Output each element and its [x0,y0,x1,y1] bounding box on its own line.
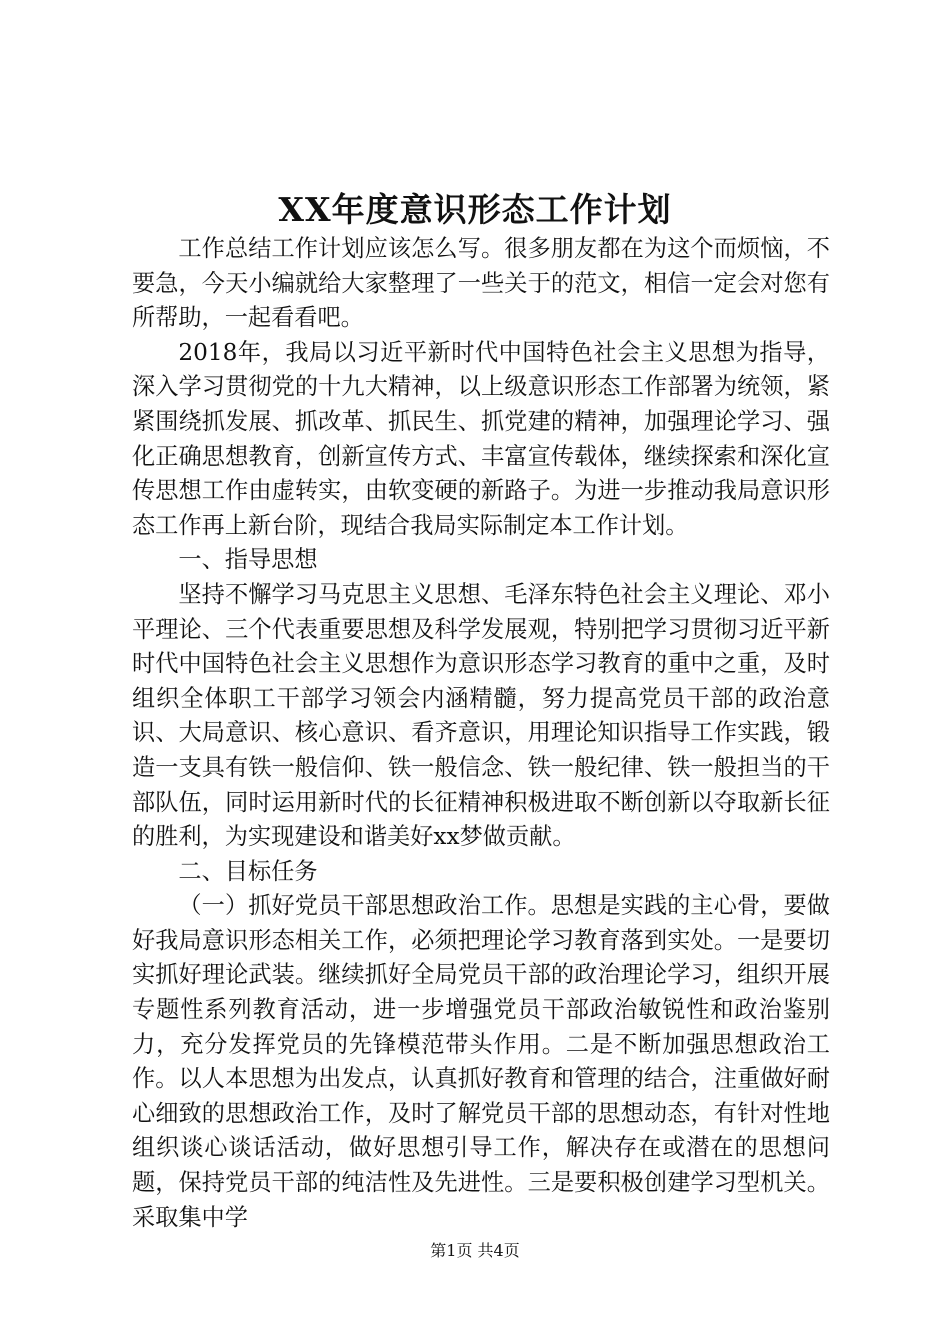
paragraph-overview: 2018年，我局以习近平新时代中国特色社会主义思想为指导，深入学习贯彻党的十九大精神，以上级意识形态工作部署为统领，紧紧围绕抓发展、抓改革、抓民生、抓党建的精神，加强理论学习、强化正确思想教育，创新宣传方式、丰富宣传载体，继续探索和深化宣传思想工作由虚转实，由软变硬的新路子。为进一步推动我局意识形态工作再上新台阶，现结合我局实际制定本工作计划。 [132,338,830,539]
document-title: XX年度意识形态工作计划 [278,190,672,229]
paragraph-objectives-1: （一）抓好党员干部思想政治工作。思想是实践的主心骨，要做好我局意识形态相关工作，必须把理论学习教育落到实处。一是要切实抓好理论武装。继续抓好全局党员干部的政治理论学习，组织开展专题性系列教育活动，进一步增强党员干部政治敏锐性和政治鉴别力，充分发挥党员的先锋模范带头作用。二是不断加强思想政治工作。以人本思想为出发点，认真抓好教育和管理的结合，注重做好耐心细致的思想政治工作，及时了解党员干部的思想动态，有针对性地组织谈心谈话活动，做好思想引导工作，解决存在或潜在的思想问题，保持党员干部的纯洁性及先进性。三是要积极创建学习型机关。采取集中学 [132,892,830,1231]
heading-guiding-ideology: 一、指导思想 [178,546,318,574]
heading-objectives: 二、目标任务 [178,857,318,885]
document-body [132,232,830,1235]
paragraph-intro: 工作总结工作计划应该怎么写。很多朋友都在为这个而烦恼，不要急，今天小编就给大家整理了一些关于的范文，相信一定会对您有所帮助，一起看看吧。 [132,235,830,332]
page-footer: 第1页 共4页 [430,1241,520,1260]
paragraph-guiding-ideology: 坚持不懈学习马克思主义思想、毛泽东特色社会主义理论、邓小平理论、三个代表重要思想及科学发展观，特别把学习贯彻习近平新时代中国特色社会主义思想作为意识形态学习教育的重中之重，及时组织全体职工干部学习领会内涵精髓，努力提高党员干部的政治意识、大局意识、核心意识、看齐意识，用理论知识指导工作实践，锻造一支具有铁一般信仰、铁一般信念、铁一般纪律、铁一般担当的干部队伍，同时运用新时代的长征精神积极进取不断创新以夺取新长征的胜利，为实现建设和谐美好xx梦做贡献。 [132,580,830,851]
